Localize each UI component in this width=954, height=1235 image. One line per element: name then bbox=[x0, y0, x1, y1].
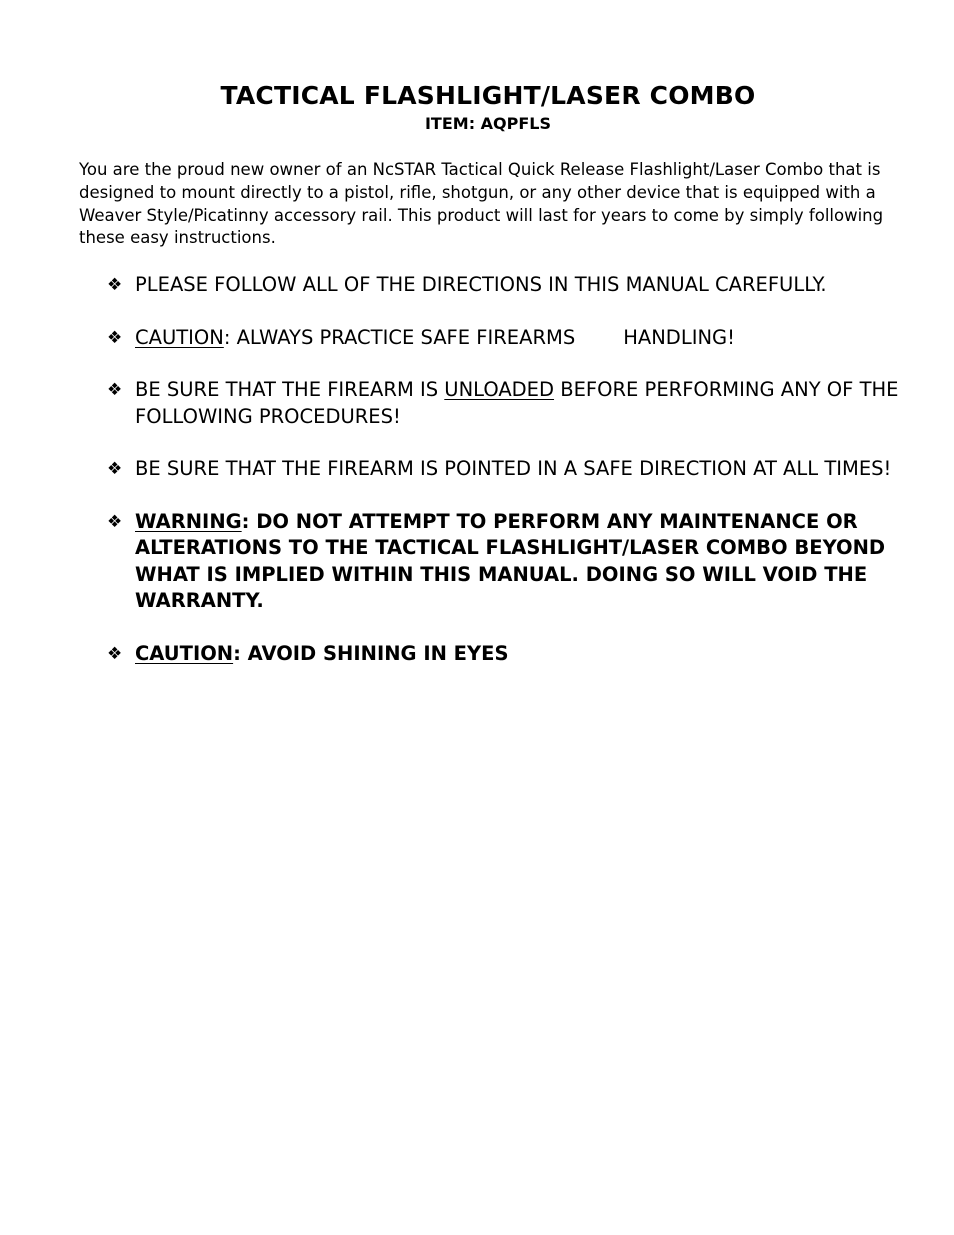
instruction-follow-directions bbox=[107, 272, 907, 299]
caution-label: CAUTION bbox=[135, 325, 224, 349]
instruction-unloaded bbox=[107, 377, 907, 430]
page-title: TACTICAL FLASHLIGHT/LASER COMBO bbox=[220, 81, 756, 110]
four-diamond-bullet-icon: ❖ bbox=[107, 643, 123, 664]
caution-text: : AVOID SHINING IN EYES bbox=[233, 641, 509, 665]
instruction-text: BE SURE THAT THE FIREARM IS POINTED IN A SAFE DIRECTION AT ALL TIMES! bbox=[135, 457, 892, 480]
instruction-text-continued: BEFORE PERFORMING ANY OF THE FOLLOWING PROCEDURES! bbox=[135, 378, 899, 428]
instruction-list bbox=[107, 272, 907, 693]
instruction-text: : ALWAYS PRACTICE SAFE FIREARMS bbox=[223, 325, 576, 349]
instruction-safe-direction bbox=[107, 456, 907, 483]
four-diamond-bullet-icon: ❖ bbox=[107, 511, 123, 532]
four-diamond-bullet-icon: ❖ bbox=[107, 459, 123, 479]
warning-warranty bbox=[107, 509, 907, 615]
four-diamond-bullet-icon: ❖ bbox=[107, 275, 123, 295]
four-diamond-bullet-icon: ❖ bbox=[107, 327, 123, 348]
warning-label: WARNING bbox=[135, 509, 242, 533]
four-diamond-bullet-icon: ❖ bbox=[107, 380, 123, 400]
item-number: ITEM: AQPFLS bbox=[424, 114, 552, 133]
intro-paragraph: You are the proud new owner of an NcSTAR Tactical Quick Release Flashlight/Laser Combo that is designed to mount directly to a pistol, rifle, shotgun, or any other device that is equipped with a Weaver Style/Picatinny accessory rail. This product will last for years to come by simply following these easy instructions. bbox=[79, 160, 884, 248]
unloaded-emphasis: UNLOADED bbox=[444, 378, 555, 401]
instruction-safe-handling bbox=[107, 325, 907, 352]
instruction-text-continued: HANDLING! bbox=[623, 325, 735, 349]
instruction-text: BE SURE THAT THE FIREARM IS bbox=[135, 378, 445, 401]
warning-text: : DO NOT ATTEMPT TO PERFORM ANY MAINTENANCE OR ALTERATIONS TO THE TACTICAL FLASHLIGHT/LASER COMBO BEYOND WHAT IS IMPLIED WITHIN THIS MANUAL. DOING SO WILL VOID THE WARRANTY. bbox=[135, 509, 886, 612]
caution-eyes bbox=[107, 641, 907, 668]
instruction-text: PLEASE FOLLOW ALL OF THE DIRECTIONS IN THIS MANUAL CAREFULLY. bbox=[135, 273, 827, 296]
caution-label: CAUTION bbox=[135, 641, 234, 665]
